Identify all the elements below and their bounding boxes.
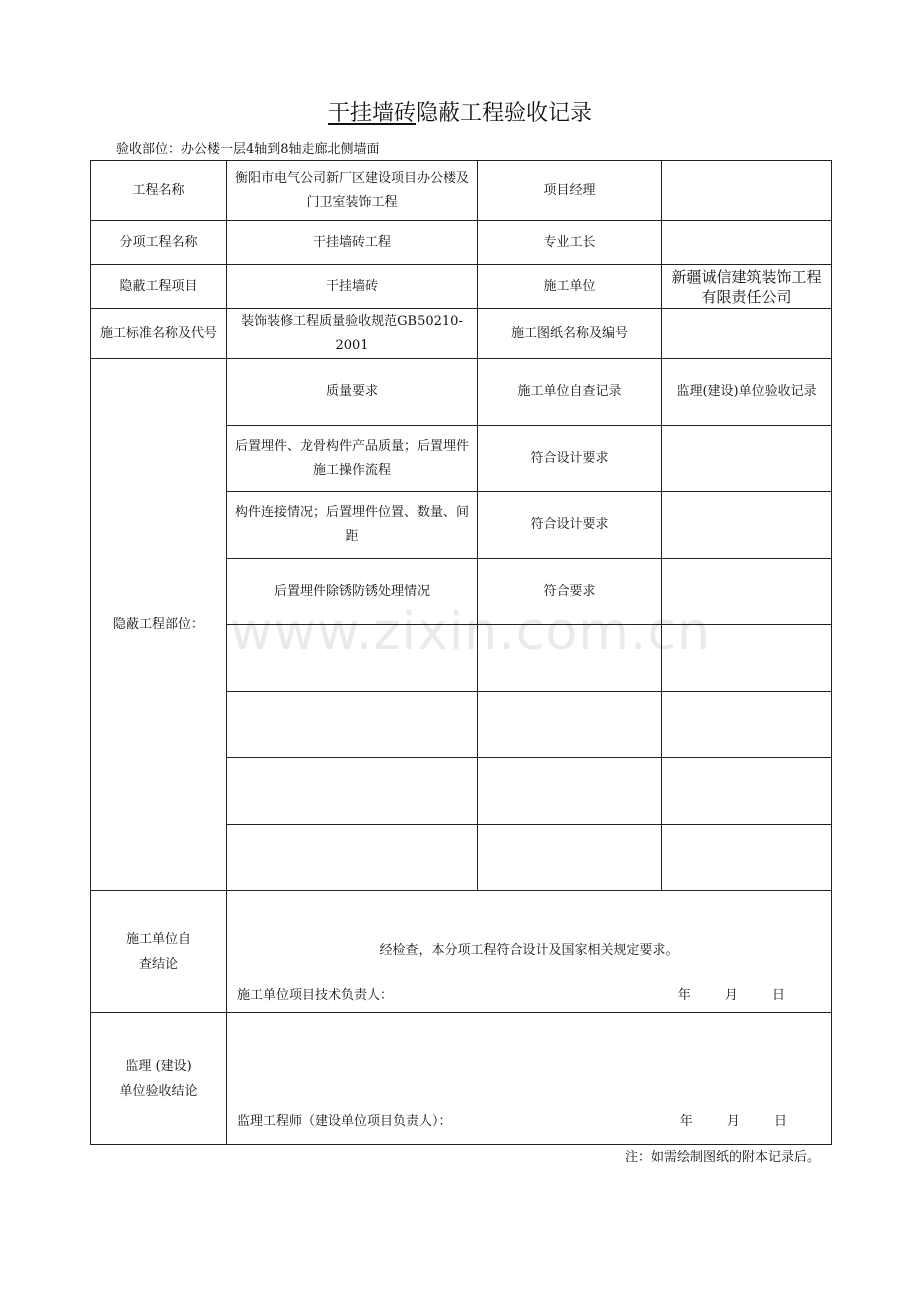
self-check-cell (478, 758, 662, 825)
contractor-value: 新疆诚信建筑装饰工程有限责任公司 (662, 265, 832, 309)
table-row (91, 891, 832, 1013)
col-header-supervision: 监理(建设)单位验收记录 (662, 359, 832, 426)
standard-value: 装饰装修工程质量验收规范GB50210-2001 (227, 309, 478, 359)
sub-project-label: 分项工程名称 (91, 221, 227, 265)
self-check-cell: 符合设计要求 (478, 492, 662, 559)
self-check-cell (478, 625, 662, 692)
watermark: www.zixin.com.cn (230, 602, 711, 662)
contractor-label: 施工单位 (478, 265, 662, 309)
requirement-cell (227, 625, 478, 692)
col-header-self-check: 施工单位自查记录 (478, 359, 662, 426)
requirement-cell: 构件连接情况；后置埋件位置、数量、间距 (227, 492, 478, 559)
self-check-cell: 符合要求 (478, 559, 662, 625)
supervision-conclusion-label-line2: 单位验收结论 (119, 1083, 198, 1099)
col-header-requirement: 质量要求 (227, 359, 478, 426)
foreman-label: 专业工长 (478, 221, 662, 265)
self-check-cell (478, 825, 662, 891)
supervision-cell (662, 559, 832, 625)
requirement-cell (227, 692, 478, 758)
supervision-conclusion-label-line1: 监理 (建设) (125, 1058, 192, 1074)
supervision-conclusion-cell (227, 1013, 832, 1145)
supervision-cell (662, 426, 832, 492)
project-manager-label: 项目经理 (478, 161, 662, 221)
supervision-conclusion-signer: 监理工程师（建设单位项目负责人）： (237, 1114, 452, 1129)
standard-label: 施工标准名称及代号 (91, 309, 227, 359)
supervision-cell (662, 758, 832, 825)
concealed-item-label: 隐蔽工程项目 (91, 265, 227, 309)
supervision-cell (662, 492, 832, 559)
sub-project-value: 干挂墙砖工程 (227, 221, 478, 265)
self-check-cell (478, 692, 662, 758)
footnote: 注：如需绘制图纸的附本记录后。 (624, 1150, 820, 1165)
concealed-item-value: 干挂墙砖 (227, 265, 478, 309)
requirement-cell: 后置埋件、龙骨构件产品质量；后置埋件施工操作流程 (227, 426, 478, 492)
requirement-cell (227, 758, 478, 825)
project-name-label: 工程名称 (91, 161, 227, 221)
drawing-value (662, 309, 832, 359)
project-manager-value (662, 161, 832, 221)
foreman-value (662, 221, 832, 265)
supervision-conclusion-label (91, 1013, 227, 1145)
self-conclusion-cell (227, 891, 832, 1013)
self-conclusion-text: 经检查，本分项工程符合设计及国家相关规定要求。 (379, 943, 679, 958)
self-conclusion-date: 年 月 日 (677, 988, 786, 1003)
location-value: 办公楼一层4轴到8轴走廊北侧墙面 (181, 142, 380, 157)
self-conclusion-signer: 施工单位项目技术负责人： (237, 988, 394, 1003)
self-check-cell: 符合设计要求 (478, 426, 662, 492)
table-row (91, 221, 832, 265)
acceptance-record-table (90, 160, 832, 1145)
self-conclusion-label (91, 891, 227, 1013)
table-row (91, 1013, 832, 1145)
title-project-type: 干挂墙砖 (327, 101, 416, 126)
location-label: 验收部位： (116, 142, 182, 157)
inspection-location (116, 138, 380, 157)
title-form-name: 隐蔽工程验收记录 (416, 101, 593, 126)
supervision-cell (662, 825, 832, 891)
table-row (91, 309, 832, 359)
table-row (91, 359, 832, 426)
concealed-part-label: 隐蔽工程部位： (91, 359, 227, 891)
project-name-value: 衡阳市电气公司新厂区建设项目办公楼及门卫室装饰工程 (227, 161, 478, 221)
supervision-cell (662, 692, 832, 758)
self-conclusion-label-text: 施工单位自查结论 (125, 931, 191, 972)
table-row (91, 265, 832, 309)
form-title (0, 96, 920, 127)
requirement-cell (227, 825, 478, 891)
drawing-label: 施工图纸名称及编号 (478, 309, 662, 359)
supervision-conclusion-date: 年 月 日 (679, 1114, 788, 1129)
requirement-cell: 后置埋件除锈防锈处理情况 (227, 559, 478, 625)
supervision-cell (662, 625, 832, 692)
table-row (91, 161, 832, 221)
